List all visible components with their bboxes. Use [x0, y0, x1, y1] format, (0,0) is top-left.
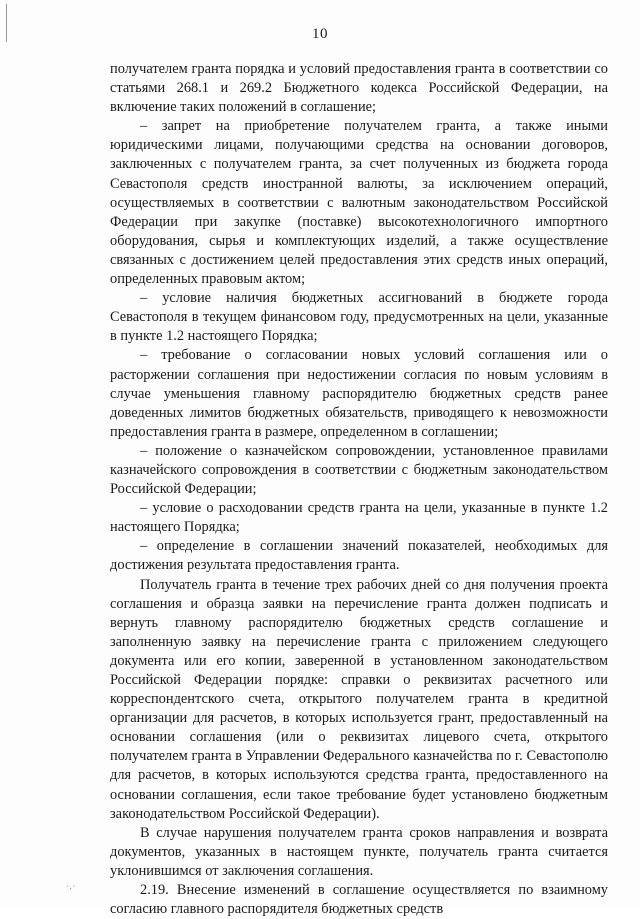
paragraph-violation: В случае нарушения получателем гранта сроков направления и возврата документов, указанных в настоящем пункте, получатель гранта считается уклонившимся от заключения соглашения.	[110, 824, 608, 879]
page-number: 10	[312, 26, 328, 42]
paragraph-grant-recipient-duties: Получатель гранта в течение трех рабочих дней со дня получения проекта соглашения и образца заявки на перечисление гранта должен подписать и вернуть главному распорядителю бюджетных средств соглашение и заполненную заявку на перечисление гранта с приложением следующего документа или его копии, заверенной в установленном законодательством Российской Федерации порядке: справки о реквизитах расчетного или корреспондентского счета, открытого получателем гранта в кредитной организации для расчетов, в которых используется грант, предоставленный на основании соглашения (или о реквизитах лицевого счета, открытого получателем гранта в Управлении Федерального казначейства по г. Севастополю для расчетов, в которых используются средства гранта, предоставленного на основании соглашения, если такое требование будет установлено бюджетным законодательством Российской Федерации).	[110, 576, 608, 822]
paragraph-new-conditions: – требование о согласовании новых условий соглашения или о расторжении соглашения при недостижении согласия по новым условиям в случае уменьшения главному распорядителю бюджетных средств ранее доведенных лимитов бюджетных обязательств, приводящего к невозможности предоставления гранта в размере, определенном в соглашении;	[110, 347, 608, 440]
body-text	[110, 60, 608, 919]
paragraph-treasury-support: – положение о казначейском сопровождении, установленное правилами казначейского сопровождения в соответствии с бюджетным законодательством Российской Федерации;	[110, 442, 608, 498]
paragraph-indicators: – определение в соглашении значений показателей, необходимых для достижения результата предоставления гранта.	[110, 538, 608, 574]
paragraph-foreign-currency-ban: – запрет на приобретение получателем гранта, а также иными юридическими лицами, получающими средства на основании договоров, заключенных с получателем гранта, за счет полученных из бюджета города Севастополя средств иностранной валюты, за исключением операций, осуществляемых в соответствии с валютным законодательством Российской Федерации при закупке (поставке) высокотехнологичного импортного оборудования, сырья и комплектующих изделий, а также осуществление связанных с достижением целей предоставления этих средств иных операций, определенных правовым актом;	[110, 118, 608, 288]
scan-artifact: ·.·	[66, 882, 77, 891]
paragraph-2-19: 2.19. Внесение изменений в соглашение осуществляется по взаимному согласию главного распорядителя бюджетных средств	[110, 882, 608, 918]
paragraph-continuation: получателем гранта порядка и условий предоставления гранта в соответствии со статьями 268.1 и 269.2 Бюджетного кодекса Российской Федерации, на включение таких положений в соглашение;	[110, 61, 608, 116]
paragraph-budget-allocations: – условие наличия бюджетных ассигнований в бюджете города Севастополя в текущем финансовом году, предусмотренных на цели, указанные в пункте 1.2 настоящего Порядка;	[110, 290, 608, 345]
paragraph-spending-condition: – условие о расходовании средств гранта на цели, указанные в пункте 1.2 настоящего Порядка;	[110, 500, 608, 536]
